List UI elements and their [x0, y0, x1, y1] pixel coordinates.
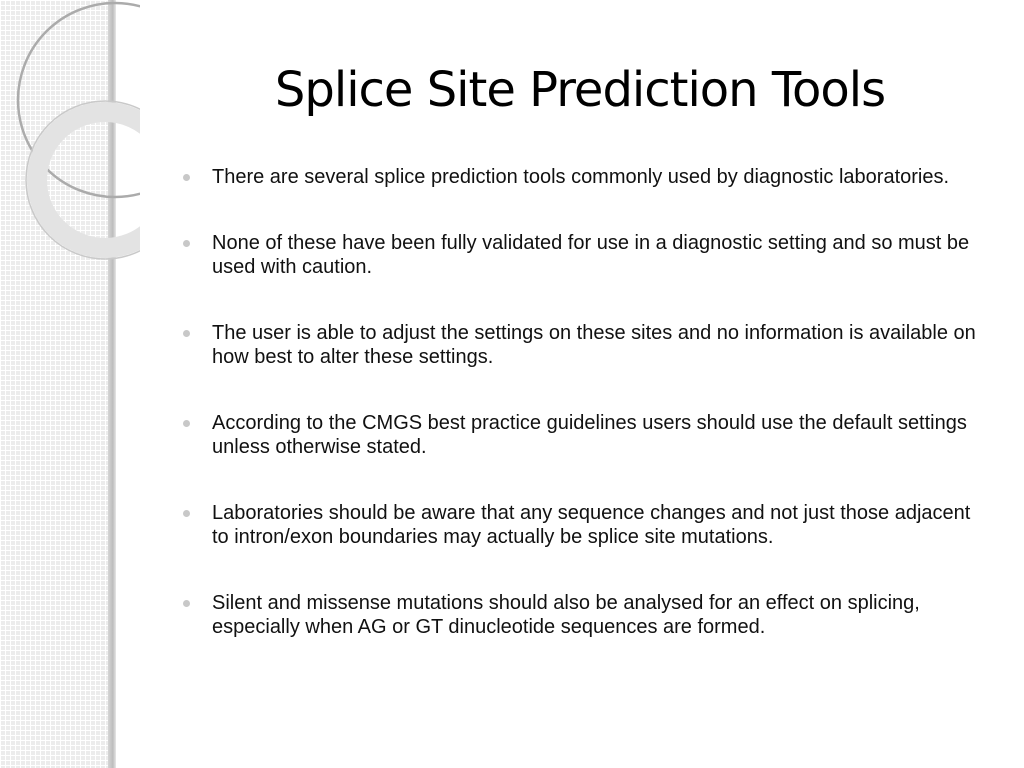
bullet-item	[180, 231, 990, 279]
inner-ring-icon	[37, 112, 140, 248]
bullet-text: Laboratories should be aware that any sequence changes and not just those adjacent to intron/exon boundaries may actually be splice site mutations.	[212, 502, 971, 548]
decorative-circles-icon	[0, 0, 140, 270]
bullet-list	[180, 165, 990, 681]
bullet-dot-icon	[183, 420, 190, 427]
bullet-dot-icon	[183, 600, 190, 607]
bullet-item	[180, 501, 990, 549]
bullet-dot-icon	[183, 510, 190, 517]
bullet-dot-icon	[183, 240, 190, 247]
bullet-item	[180, 165, 990, 189]
bullet-text: According to the CMGS best practice guidelines users should use the default settings unless otherwise stated.	[212, 412, 967, 458]
bullet-item	[180, 321, 990, 369]
bullet-text: Silent and missense mutations should also be analysed for an effect on splicing, especially when AG or GT dinucleotide sequences are formed.	[212, 592, 920, 638]
bullet-dot-icon	[183, 174, 190, 181]
bullet-item	[180, 591, 990, 639]
bullet-text: None of these have been fully validated for use in a diagnostic setting and so must be used with caution.	[212, 232, 970, 278]
bullet-text: The user is able to adjust the settings on these sites and no information is available on how best to alter these settings.	[212, 322, 976, 368]
bullet-text: There are several splice prediction tools commonly used by diagnostic laboratories.	[212, 166, 950, 188]
bullet-item	[180, 411, 990, 459]
bullet-dot-icon	[183, 330, 190, 337]
slide-title: Splice Site Prediction Tools	[274, 62, 886, 118]
